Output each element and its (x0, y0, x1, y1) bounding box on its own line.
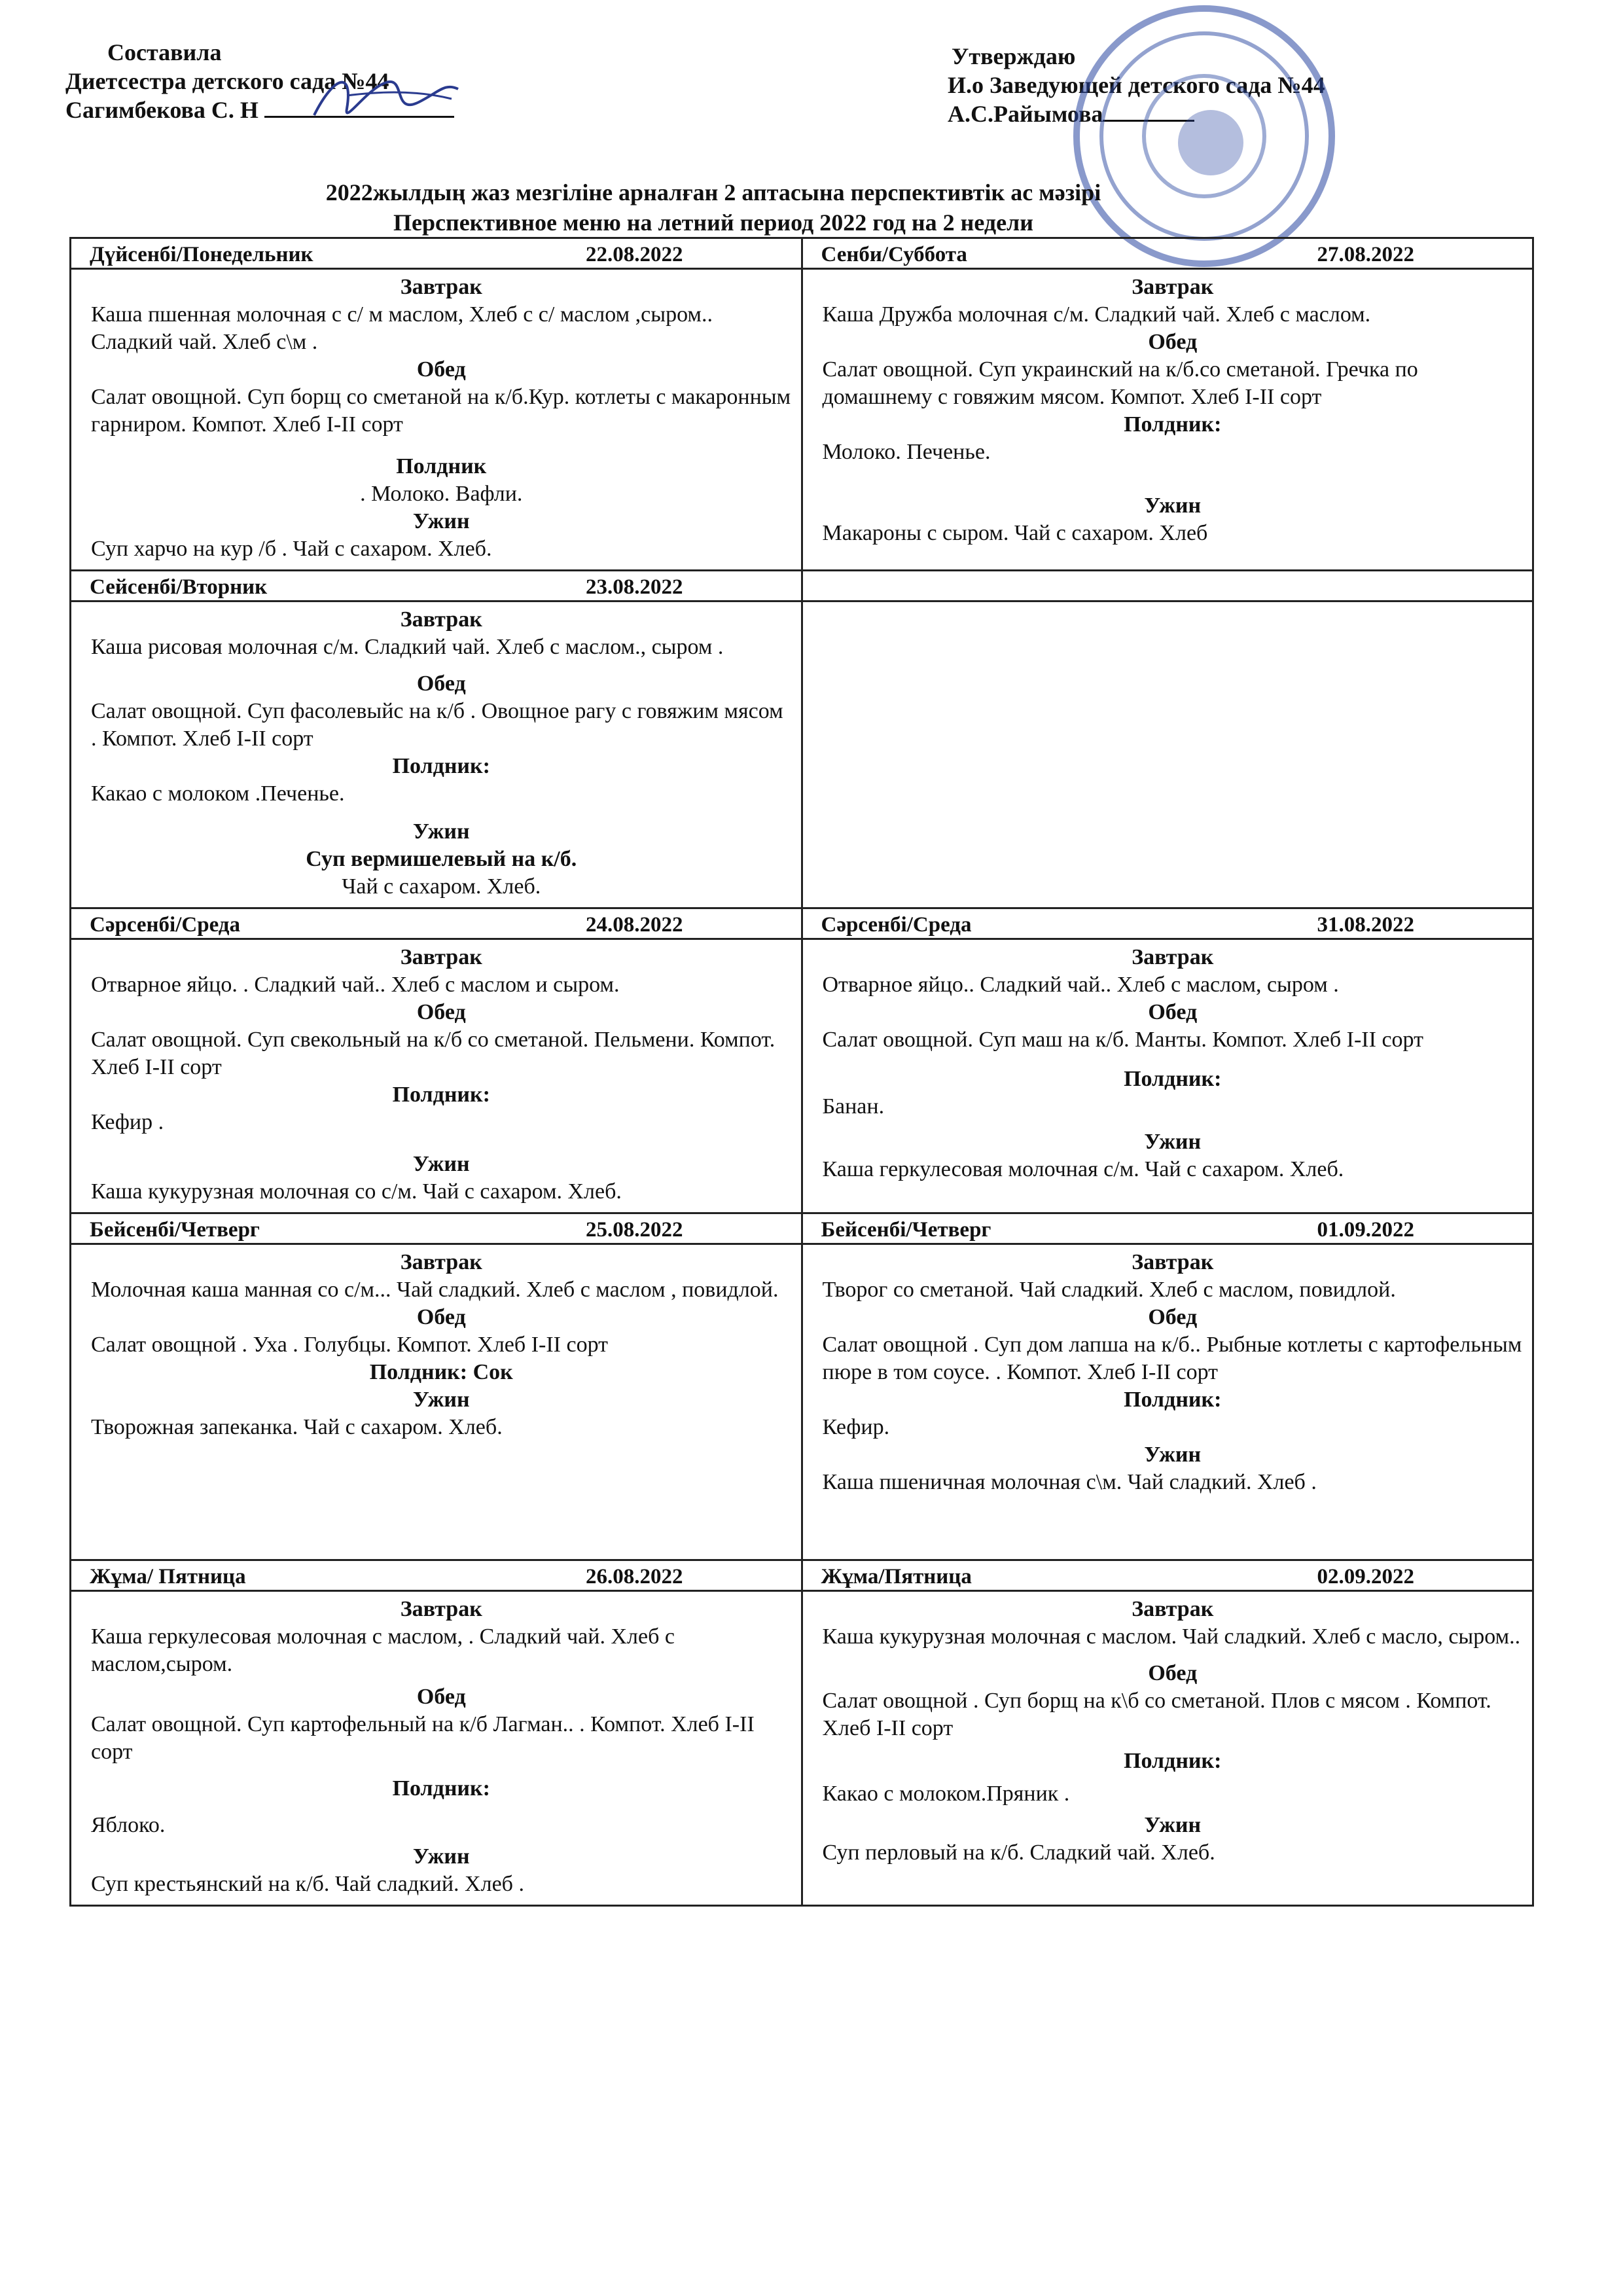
day-date: 26.08.2022 (586, 1565, 683, 1588)
breakfast-label: Завтрак (1132, 945, 1214, 969)
title-kazakh: 2022жылдың жаз мезгіліне арналған 2 аптасына перспективтік ас мәзірі (325, 179, 1101, 206)
compiled-by-label: Составила (107, 39, 222, 65)
breakfast-text: Отварное яйцо. . Сладкий чай.. Хлеб с маслом и сыром. (91, 973, 620, 997)
snack-label: Полдник: (392, 1776, 490, 1801)
snack-text: Какао с молоком.Пряник . (822, 1782, 1070, 1806)
day-date: 24.08.2022 (586, 913, 683, 937)
table-row (71, 907, 1532, 1212)
snack-label: Полдник: (1124, 1067, 1222, 1091)
day-date: 23.08.2022 (586, 575, 683, 599)
dinner-text: Макароны с сыром. Чай с сахаром. Хлеб (822, 521, 1208, 545)
lunch-label: Обед (1148, 1000, 1198, 1024)
snack-label: Полдник: (1124, 412, 1222, 437)
dinner-label: Ужин (412, 819, 470, 844)
dinner-text: Суп харчо на кур /б . Чай с сахаром. Хлеб. (91, 537, 492, 561)
dinner-label: Ужин (1144, 493, 1202, 518)
dinner-label: Ужин (412, 1388, 470, 1412)
lunch-text: Салат овощной. Суп картофельный на к/б Лагман.. . Компот. Хлеб I-II сорт (91, 1712, 755, 1764)
table-row (71, 1212, 1532, 1559)
snack-text: Банан. (822, 1094, 885, 1119)
day-date: 22.08.2022 (586, 243, 683, 266)
breakfast-label: Завтрак (400, 275, 482, 299)
breakfast-label: Завтрак (1132, 1250, 1214, 1274)
day-name: Сәрсенбі/Среда (90, 913, 240, 937)
snack-text: . Молоко. Вафли. (360, 482, 523, 506)
snack-inline: Полдник: Сок (369, 1360, 513, 1384)
lunch-label: Обед (416, 1685, 466, 1709)
day-date: 01.09.2022 (1317, 1218, 1414, 1242)
table-row (71, 239, 1532, 569)
lunch-text: Салат овощной . Суп дом лапша на к/б.. Рыбные котлеты с картофельным пюре в том соусе. . Компот. Хлеб I-II сорт (822, 1333, 1522, 1384)
breakfast-text: Молочная каша манная со с/м... Чай сладкий. Хлеб с маслом , повидлой. (91, 1278, 779, 1302)
snack-label: Полдник: (392, 1083, 490, 1107)
lunch-label: Обед (416, 672, 466, 696)
dinner-text: Творожная запеканка. Чай с сахаром. Хлеб. (91, 1415, 503, 1439)
lunch-label: Обед (416, 1305, 466, 1329)
title-russian: Перспективное меню на летний период 2022 год на 2 недели (393, 209, 1033, 236)
lunch-label: Обед (416, 1000, 466, 1024)
approval-label: Утверждаю (952, 43, 1076, 69)
day-cell-wednesday (71, 909, 801, 1212)
dinner-label: Ужин (1144, 1443, 1202, 1467)
dinner-label: Ужин (412, 1844, 470, 1869)
lunch-label: Обед (416, 357, 466, 382)
menu-table (69, 237, 1534, 1907)
breakfast-label: Завтрак (400, 945, 482, 969)
dinner-label: Ужин (412, 509, 470, 533)
table-row (71, 1559, 1532, 1905)
dinner-text-bold: Суп вермишелевый на к/б. (306, 847, 577, 871)
breakfast-text: Каша пшенная молочная с с/ м маслом, Хлеб с с/ маслом ,сыром.. Сладкий чай. Хлеб с\м . (91, 302, 713, 354)
breakfast-label: Завтрак (400, 607, 482, 632)
breakfast-label: Завтрак (400, 1597, 482, 1621)
dinner-label: Ужин (412, 1152, 470, 1176)
handwritten-signature (308, 63, 465, 135)
snack-text: Молоко. Печенье. (822, 440, 991, 464)
day-cell-saturday (801, 239, 1533, 569)
day-name: Жұма/Пятница (821, 1565, 972, 1588)
lunch-text: Салат овощной. Суп маш на к/б. Манты. Компот. Хлеб I-II сорт (822, 1028, 1423, 1052)
snack-label: Полдник: (392, 754, 490, 778)
snack-text: Яблоко. (91, 1813, 166, 1837)
day-name: Сейсенбі/Вторник (90, 575, 268, 599)
day-cell-monday (71, 239, 801, 569)
approver-position: И.о Заведующей детского сада №44 (948, 72, 1325, 98)
dinner-text: Каша геркулесовая молочная с/м. Чай с сахаром. Хлеб. (822, 1157, 1344, 1181)
breakfast-text: Каша Дружба молочная с/м. Сладкий чай. Хлеб с маслом. (822, 302, 1371, 327)
day-date: 31.08.2022 (1317, 913, 1414, 937)
snack-label: Полдник: (1124, 1388, 1222, 1412)
snack-text: Кефир. (822, 1415, 890, 1439)
lunch-text: Салат овощной . Уха . Голубцы. Компот. Хлеб I-II сорт (91, 1333, 608, 1357)
dinner-text: Каша кукурузная молочная со с/м. Чай с сахаром. Хлеб. (91, 1179, 622, 1204)
dinner-label: Ужин (1144, 1130, 1202, 1154)
lunch-text: Салат овощной. Суп фасолевыйс на к/б . Овощное рагу с говяжим мясом . Компот. Хлеб I-II сорт (91, 699, 783, 751)
snack-text: Кефир . (91, 1110, 164, 1134)
empty-cell (801, 571, 1533, 907)
breakfast-text: Каша геркулесовая молочная с маслом, . Сладкий чай. Хлеб с маслом,сыром. (91, 1624, 675, 1676)
snack-label: Полдник: (1124, 1749, 1222, 1773)
table-row (71, 569, 1532, 907)
lunch-text-2: Хлеб I-II сорт (822, 1716, 954, 1740)
dinner-text: Суп перловый на к/б. Сладкий чай. Хлеб. (822, 1840, 1215, 1865)
breakfast-text: Творог со сметаной. Чай сладкий. Хлеб с маслом, повидлой. (822, 1278, 1396, 1302)
day-cell-friday-2 (801, 1561, 1533, 1905)
breakfast-label: Завтрак (1132, 275, 1214, 299)
day-name: Дүйсенбі/Понедельник (90, 243, 313, 266)
dinner-text: Каша пшеничная молочная с\м. Чай сладкий. Хлеб . (822, 1470, 1317, 1494)
breakfast-text: Отварное яйцо.. Сладкий чай.. Хлеб с маслом, сыром . (822, 973, 1339, 997)
compiler-position: Диетсестра детского сада №44 (65, 68, 389, 94)
snack-text: Какао с молоком .Печенье. (91, 781, 345, 806)
day-date: 25.08.2022 (586, 1218, 683, 1242)
day-name: Бейсенбі/Четверг (821, 1218, 991, 1242)
day-cell-wednesday-2 (801, 909, 1533, 1212)
day-date: 27.08.2022 (1317, 243, 1414, 266)
lunch-text: Салат овощной . Суп борщ на к\б со сметаной. Плов с мясом . Компот. (822, 1689, 1491, 1713)
lunch-label: Обед (1148, 1661, 1198, 1685)
day-name: Бейсенбі/Четверг (90, 1218, 260, 1242)
approver-name: А.С.Райымова (948, 101, 1103, 127)
breakfast-label: Завтрак (400, 1250, 482, 1274)
dinner-text: Чай с сахаром. Хлеб. (342, 874, 541, 899)
lunch-text: Салат овощной. Суп борщ со сметаной на к/б.Кур. котлеты с макаронным гарниром. Компот. Хлеб I-II сорт (91, 385, 791, 437)
day-date: 02.09.2022 (1317, 1565, 1414, 1588)
lunch-text: Салат овощной. Суп свекольный на к/б со сметаной. Пельмени. Компот. Хлеб I-II сорт (91, 1028, 776, 1079)
day-name: Жұма/ Пятница (90, 1565, 246, 1588)
day-name: Сенби/Суббота (821, 243, 967, 266)
breakfast-text: Каша кукурузная молочная с маслом. Чай сладкий. Хлеб с масло, сыром.. (822, 1624, 1521, 1649)
snack-label: Полдник (396, 454, 487, 478)
day-name: Сәрсенбі/Среда (821, 913, 972, 937)
breakfast-label: Завтрак (1132, 1597, 1214, 1621)
dinner-text: Суп крестьянский на к/б. Чай сладкий. Хлеб . (91, 1872, 524, 1896)
breakfast-text: Каша рисовая молочная с/м. Сладкий чай. Хлеб с маслом., сыром . (91, 635, 724, 659)
lunch-text: Салат овощной. Суп украинский на к/б.со сметаной. Гречка по домашнему с говяжим мясом. Компот. Хлеб I-II сорт (822, 357, 1418, 409)
day-cell-friday (71, 1561, 801, 1905)
dinner-label: Ужин (1144, 1813, 1202, 1837)
day-cell-thursday-2 (801, 1214, 1533, 1559)
compiler-name: Сагимбекова С. Н (65, 97, 259, 123)
day-cell-thursday (71, 1214, 801, 1559)
lunch-label: Обед (1148, 1305, 1198, 1329)
day-cell-tuesday (71, 571, 801, 907)
lunch-label: Обед (1148, 330, 1198, 354)
